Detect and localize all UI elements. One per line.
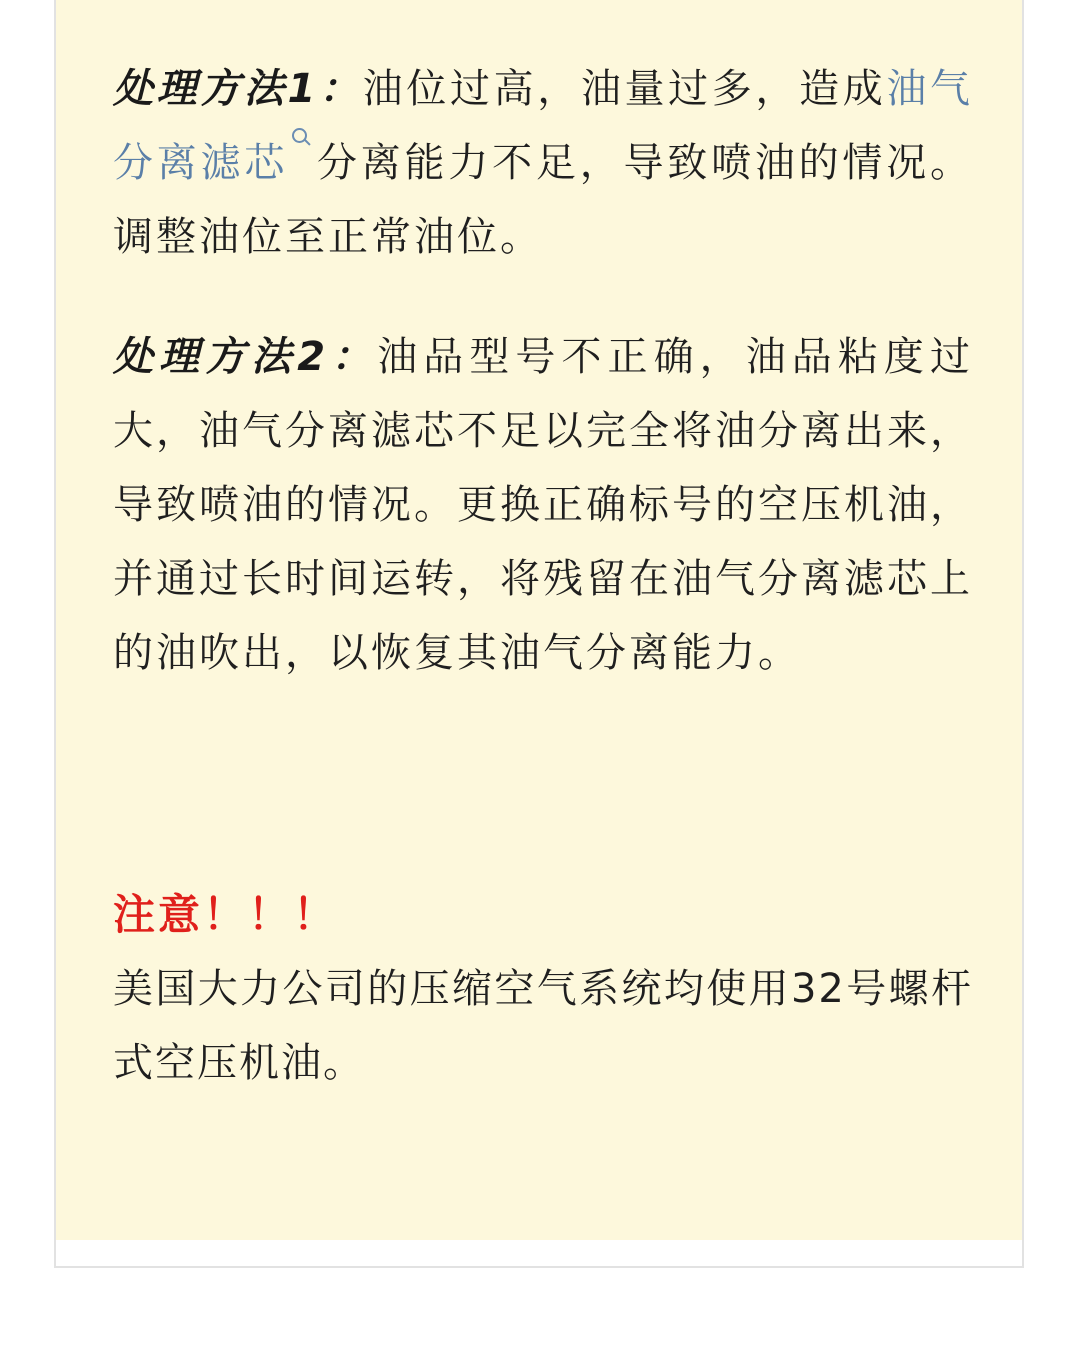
article-card: [54, 0, 1024, 1268]
article-content: [56, 0, 1022, 1240]
notice-title: 注意！！！: [113, 890, 339, 939]
oil-separator-link[interactable]: 油气分离滤芯: [113, 66, 973, 186]
method1-label: 处理方法1：: [113, 66, 363, 112]
method2-label: 处理方法2：: [113, 334, 378, 380]
method2-text: 油品型号不正确，油品粘度过大，油气分离滤芯不足以完全将油分离出来，导致喷油的情况。更换正确标号的空压机油，并通过长时间运转，将残留在油气分离滤芯上的油吹出，以恢复其油气分离能力。: [113, 334, 973, 676]
search-icon[interactable]: [290, 126, 312, 156]
notice-text: 美国大力公司的压缩空气系统均使用32号螺杆式空压机油。: [113, 966, 973, 1086]
method1-paragraph: [113, 52, 973, 274]
method1-text-before: 油位过高，油量过多，造成: [362, 66, 887, 112]
method1-text-after: 分离能力不足，导致喷油的情况。调整油位至正常油位。: [113, 140, 974, 260]
method2-paragraph: [113, 320, 973, 690]
